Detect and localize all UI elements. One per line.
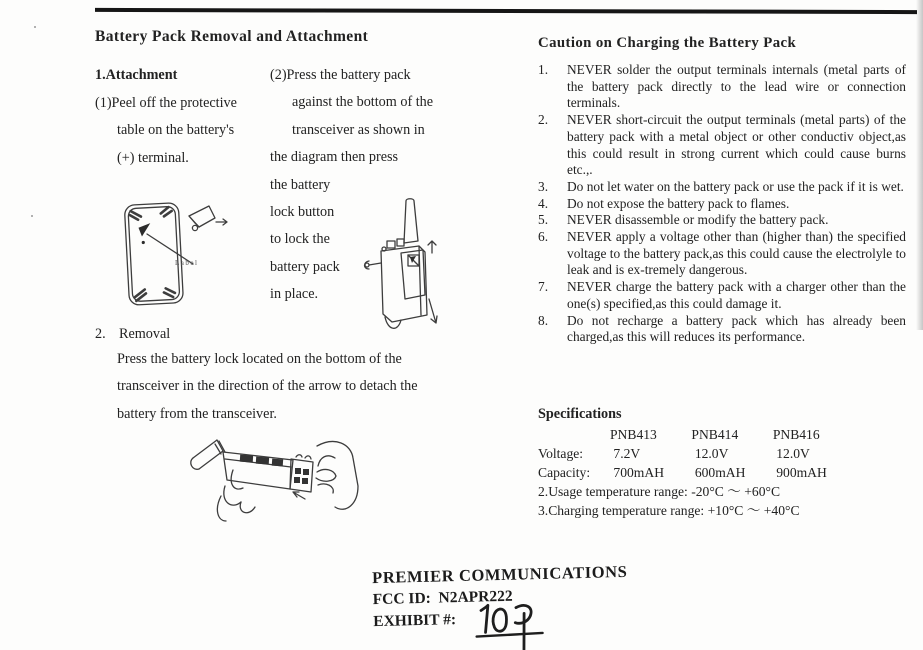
specs-charging-range: 3.Charging temperature range: +10°C ～ +40°C <box>538 503 800 518</box>
fcc-stamp-block <box>372 561 630 650</box>
item-text: NEVER apply a voltage other than (higher than) the specified voltage to the battery pack,as this could cause the electrolyle to leak and is ex-tremely dangerous. <box>567 229 906 278</box>
scan-edge-shade <box>916 0 923 330</box>
specs-model: PNB414 <box>691 427 739 442</box>
attachment-step1 <box>95 90 237 172</box>
scan-speckle <box>31 215 33 217</box>
specs-heading: Specifications <box>538 406 622 422</box>
exhibit-line <box>373 605 629 650</box>
step1-line: table on the battery's <box>117 122 235 139</box>
exhibit-label: EXHIBIT #: <box>373 611 457 631</box>
step1-line: (+) terminal. <box>117 149 189 166</box>
fcc-id-label: FCC ID: <box>372 589 432 609</box>
handwritten-exhibit-number <box>468 601 549 650</box>
transceiver-attach-diagram <box>360 197 472 337</box>
specs-row-capacity <box>538 463 854 482</box>
caution-item <box>538 112 906 179</box>
item-number: 3. <box>538 178 549 194</box>
caution-item <box>538 196 906 213</box>
item-number: 6. <box>538 229 549 245</box>
caution-item <box>538 62 906 112</box>
specs-value: 12.0V <box>694 446 729 461</box>
specs-model: PNB416 <box>772 427 820 442</box>
step2-line: lock button <box>270 204 335 221</box>
item-number: 8. <box>538 312 549 328</box>
removal-line: battery from the transceiver. <box>117 405 277 422</box>
specs-models-row <box>538 425 854 444</box>
step2-line: against the bottom of the <box>292 94 434 111</box>
item-number: 4. <box>538 195 549 211</box>
step2-line: (2)Press the battery pack <box>270 67 411 83</box>
specs-value: 900mAH <box>776 465 827 480</box>
item-text: Do not let water on the battery pack or use the pack if it is wet. <box>567 178 904 194</box>
top-rule <box>95 8 917 14</box>
specs-model: PNB413 <box>610 427 657 442</box>
item-text: Do not recharge a battery pack which has already been charged,as this will reduces its performance. <box>567 312 906 345</box>
step2-line: transceiver as shown in <box>292 121 425 138</box>
battery-removal-diagram <box>185 428 363 528</box>
item-number: 5. <box>538 212 549 228</box>
label-caption: Label <box>175 259 199 267</box>
item-text: NEVER charge the battery pack with a charger other than the one(s) specified,as this could damage it. <box>567 279 906 311</box>
item-number: 7. <box>538 279 549 295</box>
item-number: 2. <box>538 112 549 128</box>
specs-row-voltage <box>538 444 854 463</box>
removal-paragraph <box>117 346 418 428</box>
item-number: 1. <box>538 62 549 77</box>
specs-row-label: Voltage: <box>538 446 584 461</box>
item-text: Do not expose the battery pack to flames. <box>567 195 790 211</box>
left-section-heading: Battery Pack Removal and Attachment <box>95 28 369 45</box>
battery-label-diagram <box>113 196 231 318</box>
specifications-block <box>538 405 854 520</box>
removal-number: 2. <box>95 326 106 342</box>
step2-line: the diagram then press <box>270 149 399 166</box>
fcc-id-value: N2APR222 <box>438 587 513 607</box>
specs-value: 600mAH <box>694 465 746 480</box>
caution-item <box>538 179 906 196</box>
item-text: NEVER solder the output terminals internals (metal parts of the battery pack directly to the lead wire or connection terminals. <box>567 62 906 111</box>
step2-line: the battery <box>270 176 331 193</box>
caution-item <box>538 212 906 229</box>
step1-line: (1)Peel off the protective <box>95 95 237 111</box>
removal-heading: Removal <box>119 326 171 342</box>
specs-value: 12.0V <box>776 446 810 461</box>
scan-speckle <box>34 26 36 28</box>
step2-line: to lock the <box>270 231 330 248</box>
removal-line: Press the battery lock located on the bottom of the <box>117 351 402 367</box>
company-name: PREMIER COMMUNICATIONS <box>371 561 628 588</box>
caution-item <box>538 313 906 346</box>
step2-line: battery pack <box>270 258 340 275</box>
removal-line: transceiver in the direction of the arrow to detach the <box>117 378 418 395</box>
specs-row-label: Capacity: <box>538 465 591 480</box>
caution-item <box>538 279 906 312</box>
specs-usage-range: 2.Usage temperature range: -20°C ～ +60°C <box>538 484 781 499</box>
specs-value: 700mAH <box>613 465 665 480</box>
step2-line: in place. <box>270 286 319 303</box>
specs-value: 7.2V <box>613 446 641 461</box>
item-text: NEVER short-circuit the output terminals (metal parts) of the battery pack with a metal object or other conductiv object,as this could result in strong current which could cause burns etc.,. <box>567 112 906 178</box>
right-section-heading: Caution on Charging the Battery Pack <box>538 35 797 51</box>
item-text: NEVER disassemble or modify the battery pack. <box>567 212 829 228</box>
attachment-heading: 1.Attachment <box>95 67 178 83</box>
caution-list <box>538 62 906 346</box>
caution-item <box>538 229 906 279</box>
